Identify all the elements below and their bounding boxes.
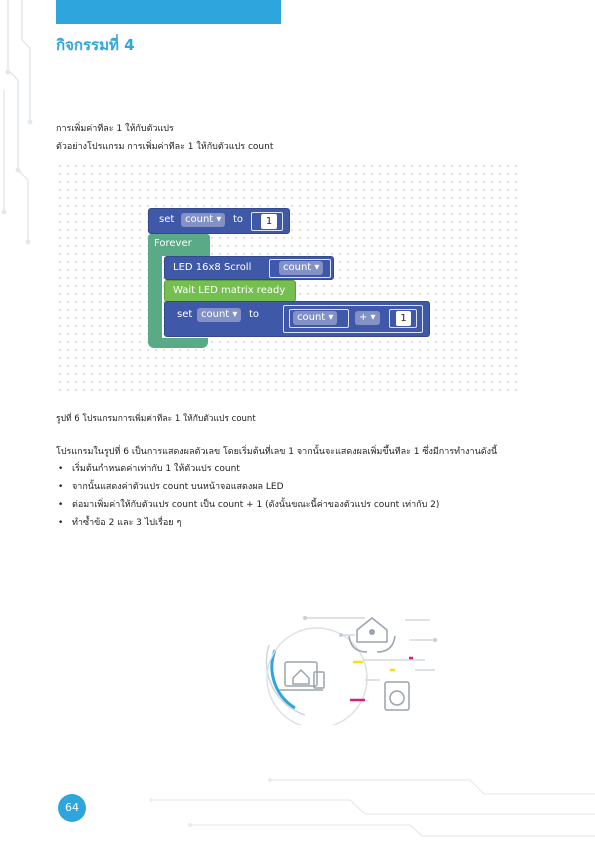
count-variable-dropdown[interactable]: count ▾ bbox=[181, 213, 225, 227]
forever-block-bottom bbox=[148, 338, 208, 348]
smart-home-illustration bbox=[255, 600, 445, 725]
list-item: • ต่อมาเพิ่มค่าให้กับตัวแปร count เป็น count + 1 (ดังนั้นขณะนี้ค่าของตัวแปร count เท่ากับ 2) bbox=[56, 496, 439, 514]
count-variable-dropdown[interactable]: count ▾ bbox=[293, 311, 337, 325]
set-block-1 bbox=[148, 208, 290, 234]
led-scroll-label: LED 16x8 Scroll bbox=[173, 262, 252, 273]
steps-list bbox=[56, 460, 439, 532]
set-block-2 bbox=[164, 301, 430, 337]
list-item: • จากนั้นแสดงค่าตัวแปร count บนหน้าจอแสดงผล LED bbox=[56, 478, 439, 496]
to-keyword: to bbox=[249, 309, 260, 320]
wait-led-block bbox=[164, 280, 296, 302]
header-bar bbox=[56, 0, 281, 24]
forever-block bbox=[148, 234, 210, 256]
figure-caption: รูปที่ 6 โปรแกรมการเพิ่มค่าทีละ 1 ให้กับตัวแปร count bbox=[56, 414, 256, 424]
count-variable-dropdown[interactable]: count ▾ bbox=[279, 261, 323, 275]
list-item: • เริ่มต้นกำหนดค่าเท่ากับ 1 ให้ตัวแปร count bbox=[56, 460, 439, 478]
block-canvas bbox=[56, 162, 522, 392]
to-keyword: to bbox=[233, 214, 244, 225]
circuit-decoration-bottom bbox=[150, 770, 595, 842]
forever-block-spine bbox=[148, 256, 162, 338]
set-keyword: set bbox=[177, 309, 193, 320]
page-title: กิจกรรมที่ 4 bbox=[56, 36, 135, 54]
list-item: • ทำซ้ำข้อ 2 และ 3 ไปเรื่อย ๆ bbox=[56, 514, 439, 532]
intro-line-1: การเพิ่มค่าทีละ 1 ให้กับตัวแปร bbox=[56, 124, 174, 134]
count-variable-dropdown[interactable]: count ▾ bbox=[197, 308, 241, 322]
page-number: 64 bbox=[58, 794, 86, 822]
number-input[interactable]: 1 bbox=[261, 214, 277, 229]
intro-line-2: ตัวอย่างโปรแกรม การเพิ่มค่าทีละ 1 ให้กับตัวแปร count bbox=[56, 142, 274, 152]
led-scroll-block bbox=[164, 256, 334, 280]
intro-text bbox=[56, 120, 273, 156]
wait-label: Wait LED matrix ready bbox=[173, 285, 286, 296]
forever-label: Forever bbox=[154, 238, 192, 249]
explanation-paragraph: โปรแกรมในรูปที่ 6 เป็นการแสดงผลตัวเลข โดยเริ่มต้นที่เลข 1 จากนั้นจะแสดงผลเพิ่มขึ้นทีละ 1 ซึ่งมีการทำงานดังนี้ bbox=[56, 447, 498, 457]
number-input[interactable]: 1 bbox=[396, 311, 411, 326]
circuit-decoration-left bbox=[0, 0, 40, 250]
set-keyword: set bbox=[159, 214, 175, 225]
operator-dropdown[interactable]: + ▾ bbox=[355, 311, 380, 325]
